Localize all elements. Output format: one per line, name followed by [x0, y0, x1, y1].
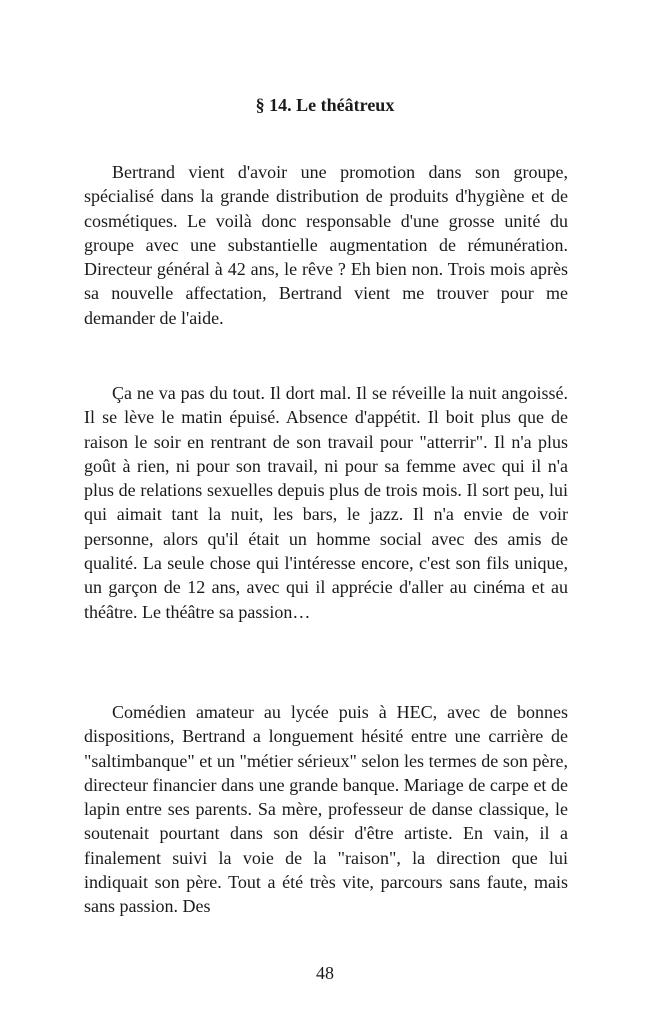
paragraph-2: Ça ne va pas du tout. Il dort mal. Il se réveille la nuit angoissé. Il se lève le matin épuisé. Absence d'appétit. Il boit plus que de raison le soir en rentrant de son travail pour "atterrir". Il n'a plus goût à rien, ni pour son travail, ni pour sa femme avec qui il n'a plus de relations sexuelles depuis plus de trois mois. Il sort peu, lui qui aimait tant la nuit, les bars, le jazz. Il n'a envie de voir personne, alors qu'il était un homme social avec des amis de qualité. La seule chose qui l'intéresse encore, c'est son fils unique, un garçon de 12 ans, avec qui il apprécie d'aller au cinéma et au théâtre. Le théâtre sa passion…: [84, 383, 568, 622]
section-title: § 14. Le théâtreux: [255, 95, 395, 115]
paragraph-1: Bertrand vient d'avoir une promotion dans son groupe, spécialisé dans la grande distribution de produits d'hygiène et de cosmétiques. Le voilà donc responsable d'une grosse unité du groupe avec une substantielle augmentation de rémunération. Directeur général à 42 ans, le rêve ? Eh bien non. Trois mois après sa nouvelle affectation, Bertrand vient me trouver pour me demander de l'aide.: [84, 162, 568, 328]
paragraph-3: Comédien amateur au lycée puis à HEC, avec de bonnes dispositions, Bertrand a longuement hésité entre une carrière de "saltimbanque" et un "métier sérieux" selon les termes de son père, directeur financier dans une grande banque. Mariage de carpe et de lapin entre ses parents. Sa mère, professeur de danse classique, le soutenait pourtant dans son désir d'être artiste. En vain, il a finalement suivi la voie de la "raison", la direction que lui indiquait son père. Tout a été très vite, parcours sans faute, mais sans passion. Des: [84, 702, 568, 917]
page-number: 48: [316, 963, 334, 983]
